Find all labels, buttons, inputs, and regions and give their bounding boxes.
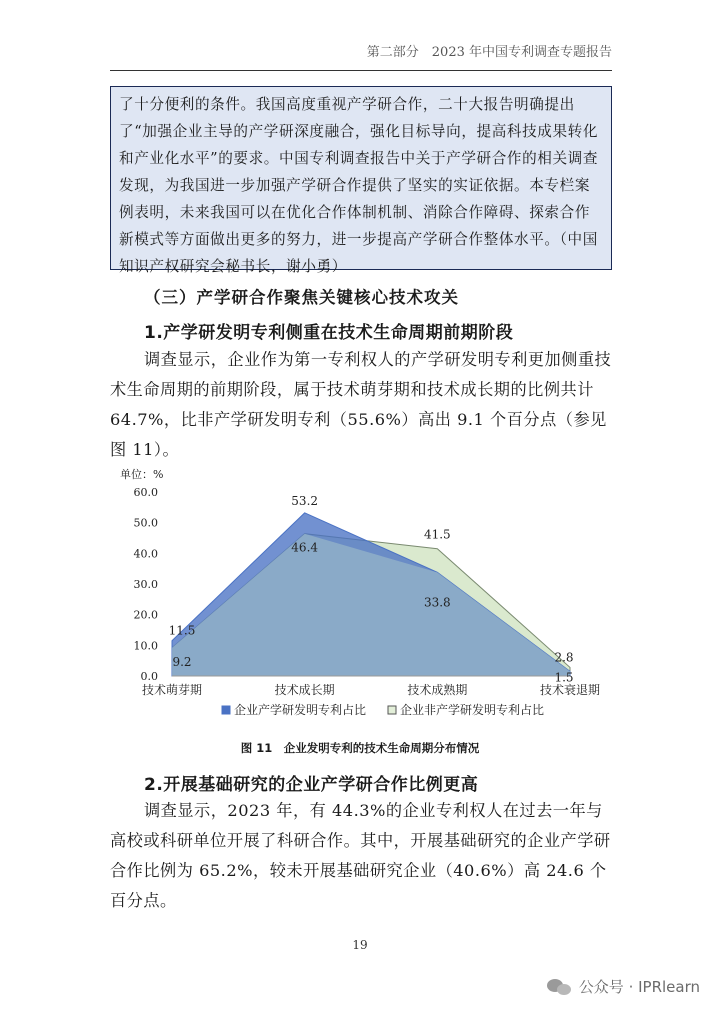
x-tick-label: 技术萌芽期 bbox=[141, 683, 203, 697]
y-tick-label: 60.0 bbox=[133, 486, 158, 499]
watermark bbox=[547, 976, 700, 997]
data-label-series-1: 1.5 bbox=[554, 670, 574, 685]
legend-swatch-series-2 bbox=[388, 706, 396, 714]
y-tick-label: 30.0 bbox=[133, 578, 158, 591]
subsection-1-title: 1.产学研发明专利侧重在技术生命周期前期阶段 bbox=[144, 323, 514, 343]
x-tick-label: 技术成熟期 bbox=[407, 683, 468, 697]
data-label-series-1: 33.8 bbox=[423, 595, 451, 610]
subsection-2-title: 2.开展基础研究的企业产学研合作比例更高 bbox=[144, 775, 479, 795]
page-number: 19 bbox=[352, 938, 368, 952]
figure-caption: 图 11 企业发明专利的技术生命周期分布情况 bbox=[240, 741, 480, 755]
header-rule bbox=[110, 70, 612, 71]
case-box bbox=[110, 86, 612, 275]
subsection-1-paragraph: 调查显示，企业作为第一专利权人的产学研发明专利更加侧重技术生命周期的前期阶段，属于技术萌芽期和技术成长期的比例共计 64.7%，比非产学研发明专利（55.6%）高出 9.1 个百分点（参见图 11）。 bbox=[110, 350, 612, 459]
y-tick-label: 40.0 bbox=[133, 547, 158, 561]
data-label-series-2: 9.2 bbox=[172, 654, 192, 669]
data-label-series-2: 41.5 bbox=[423, 527, 451, 542]
x-tick-label: 技术衰退期 bbox=[539, 683, 601, 697]
data-label-series-2: 46.4 bbox=[291, 540, 319, 555]
lifecycle-chart bbox=[110, 462, 620, 732]
data-label-series-1: 11.5 bbox=[168, 623, 196, 638]
legend-swatch-series-1 bbox=[222, 706, 230, 714]
case-box-text: 了十分便利的条件。我国高度重视产学研合作，二十大报告明确提出了“加强企业主导的产学研深度融合，强化目标导向，提高科技成果转化和产业化水平”的要求。中国专利调查报告中关于产学研合作的相关调查发现，为我国进一步加强产学研合作提供了坚实的实证依据。本专栏案例表明，未来我国可以在优化合作体制机制、消除合作障碍、探索合作新模式等方面做出更多的努力，进一步提高产学研合作整体水平。（中国知识产权研究会秘书长，谢小勇） bbox=[119, 96, 599, 275]
x-tick-label: 技术成长期 bbox=[274, 683, 335, 697]
subsection-2-paragraph: 调查显示，2023 年，有 44.3%的企业专利权人在过去一年与高校或科研单位开展了科研合作。其中，开展基础研究的企业产学研合作比例为 65.2%，较未开展基础研究企业（40.6%）高 24.6 个百分点。 bbox=[110, 801, 611, 910]
y-tick-label: 20.0 bbox=[133, 608, 158, 622]
y-tick-label: 50.0 bbox=[133, 516, 158, 530]
data-label-series-2: 2.8 bbox=[554, 650, 574, 665]
area-overlap bbox=[172, 534, 570, 676]
watermark-text: 公众号 · IPRlearn bbox=[578, 978, 700, 996]
y-tick-label: 0.0 bbox=[140, 670, 158, 683]
y-tick-label: 10.0 bbox=[133, 639, 158, 653]
running-header: 第二部分 2023 年中国专利调查专题报告 bbox=[366, 45, 612, 60]
unit-label: 单位：% bbox=[120, 468, 164, 481]
legend-label-series-1: 企业产学研发明专利占比 bbox=[234, 703, 367, 717]
wechat-icon bbox=[547, 977, 573, 997]
section-title: （三）产学研合作聚焦关键核心技术攻关 bbox=[144, 288, 459, 307]
legend-label-series-2: 企业非产学研发明专利占比 bbox=[400, 703, 545, 717]
data-label-series-1: 53.2 bbox=[291, 493, 319, 508]
